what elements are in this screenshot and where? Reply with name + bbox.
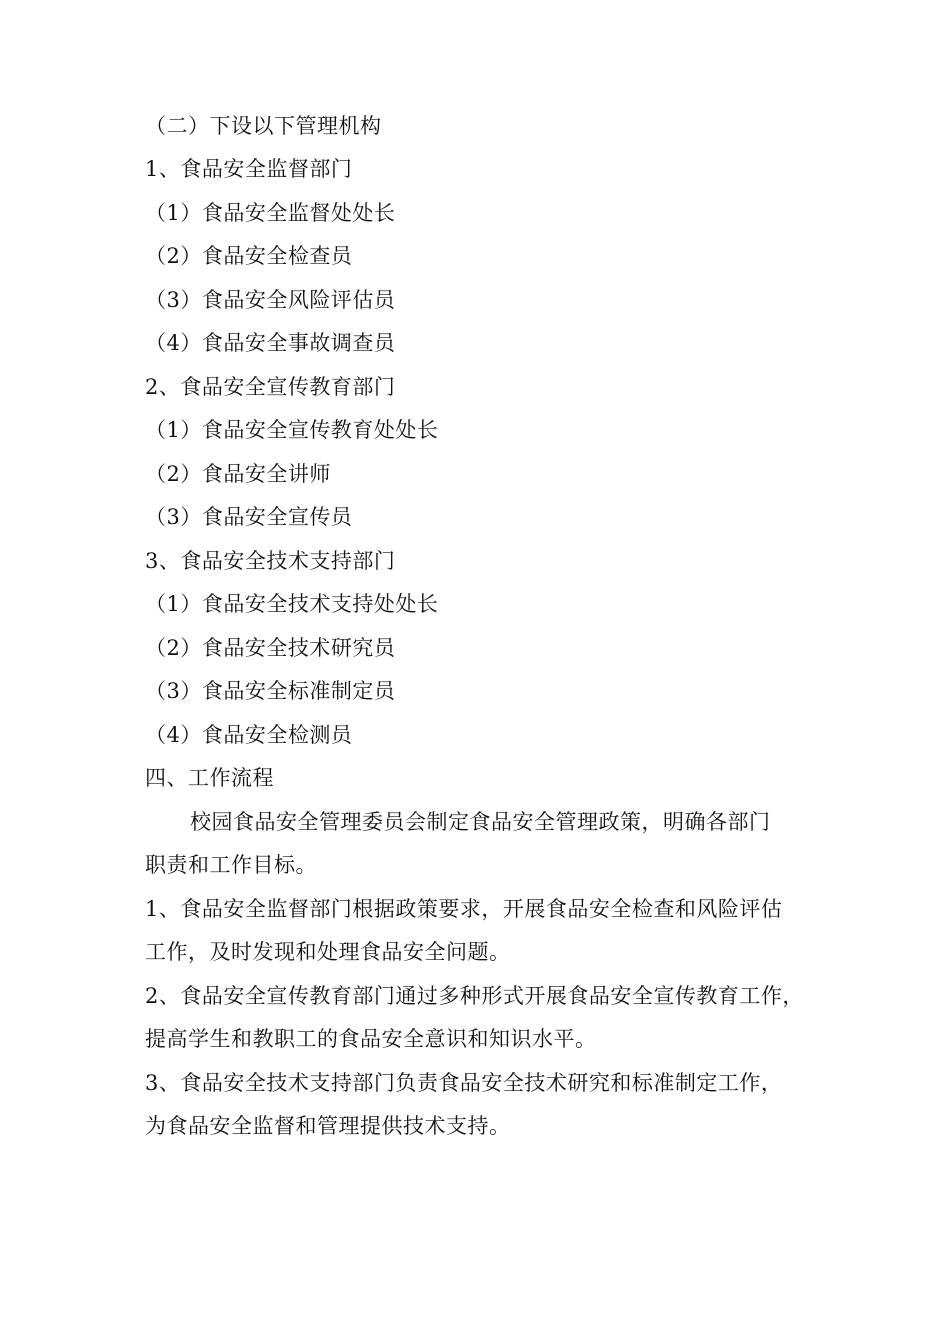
workflow-step3-line-1: 3、食品安全技术支持部门负责食品安全技术研究和标准制定工作，	[145, 1071, 783, 1095]
dept1-item-4: （4）食品安全事故调查员	[145, 331, 396, 355]
workflow-intro-line-1: 校园食品安全管理委员会制定食品安全管理政策，明确各部门	[190, 810, 771, 834]
workflow-step1-line-1: 1、食品安全监督部门根据政策要求，开展食品安全检查和风险评估	[145, 897, 783, 921]
dept2-title: 2、食品安全宣传教育部门	[145, 375, 396, 399]
dept1-item-1: （1）食品安全监督处处长	[145, 201, 396, 225]
dept3-title: 3、食品安全技术支持部门	[145, 549, 396, 573]
workflow-step2-line-2: 提高学生和教职工的食品安全意识和知识水平。	[145, 1027, 597, 1051]
dept3-item-3: （3）食品安全标准制定员	[145, 679, 396, 703]
workflow-heading: 四、工作流程	[145, 766, 274, 790]
dept1-item-3: （3）食品安全风险评估员	[145, 288, 396, 312]
dept1-title: 1、食品安全监督部门	[145, 157, 353, 181]
dept3-item-4: （4）食品安全检测员	[145, 723, 353, 747]
dept3-item-2: （2）食品安全技术研究员	[145, 636, 396, 660]
dept1-item-2: （2）食品安全检查员	[145, 244, 353, 268]
workflow-step2-line-1: 2、食品安全宣传教育部门通过多种形式开展食品安全宣传教育工作，	[145, 984, 804, 1008]
section-heading: （二）下设以下管理机构	[145, 114, 382, 138]
dept2-item-3: （3）食品安全宣传员	[145, 505, 353, 529]
dept2-item-2: （2）食品安全讲师	[145, 462, 331, 486]
dept2-item-1: （1）食品安全宣传教育处处长	[145, 418, 439, 442]
workflow-intro-line-2: 职责和工作目标。	[145, 853, 317, 877]
workflow-step1-line-2: 工作，及时发现和处理食品安全问题。	[145, 940, 511, 964]
dept3-item-1: （1）食品安全技术支持处处长	[145, 592, 439, 616]
workflow-step3-line-2: 为食品安全监督和管理提供技术支持。	[145, 1114, 511, 1138]
